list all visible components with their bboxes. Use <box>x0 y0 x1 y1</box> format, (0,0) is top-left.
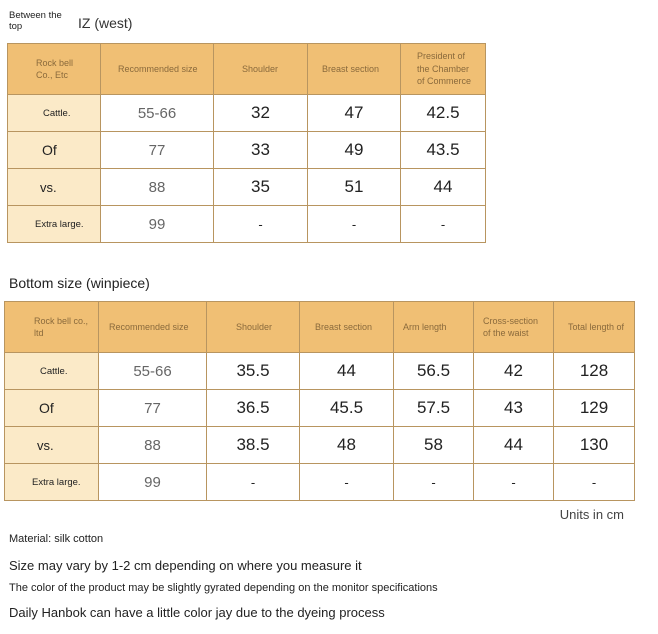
cell-breast: 48 <box>300 427 394 464</box>
cell-shoulder: 36.5 <box>207 390 300 427</box>
header-recommended-size: Recommended size <box>101 44 214 95</box>
table-header-row <box>5 302 635 353</box>
table-row <box>8 95 486 132</box>
top-size-table <box>7 43 486 243</box>
row-category: Extra large. <box>5 464 99 501</box>
cell-waist: - <box>474 464 554 501</box>
cell-recommended: 77 <box>99 390 207 427</box>
cell-total-length: 129 <box>554 390 635 427</box>
cell-recommended: 55-66 <box>99 353 207 390</box>
table-row <box>5 353 635 390</box>
cell-waist: 43 <box>474 390 554 427</box>
header-breast-section: Breast section <box>308 44 401 95</box>
cell-arm-length: 58 <box>394 427 474 464</box>
cell-chamber: 44 <box>401 169 486 206</box>
cell-breast: 47 <box>308 95 401 132</box>
row-category: Extra large. <box>8 206 101 243</box>
top-size-title: IZ (west) <box>78 15 133 31</box>
cell-breast: - <box>300 464 394 501</box>
header-shoulder: Shoulder <box>207 302 300 353</box>
cell-breast: 51 <box>308 169 401 206</box>
row-category: Of <box>8 132 101 169</box>
table-row <box>8 206 486 243</box>
table-row <box>5 464 635 501</box>
header-waist: Cross-section of the waist <box>474 302 554 353</box>
row-category: Of <box>5 390 99 427</box>
cell-chamber: 42.5 <box>401 95 486 132</box>
top-section-label: Between the top <box>9 10 62 32</box>
cell-recommended: 88 <box>99 427 207 464</box>
header-total-length: Total length of <box>554 302 635 353</box>
cell-breast: 45.5 <box>300 390 394 427</box>
header-category: Rock bell Co., Etc <box>8 44 101 95</box>
row-category: Cattle. <box>8 95 101 132</box>
cell-recommended: 77 <box>101 132 214 169</box>
header-breast-section: Breast section <box>300 302 394 353</box>
cell-recommended: 88 <box>101 169 214 206</box>
header-category: Rock bell co., ltd <box>5 302 99 353</box>
header-chamber: President of the Chamber of Commerce <box>401 44 486 95</box>
cell-waist: 42 <box>474 353 554 390</box>
note-monitor-color: The color of the product may be slightly gyrated depending on the monitor specifications <box>9 582 438 594</box>
cell-shoulder: - <box>214 206 308 243</box>
cell-arm-length: 56.5 <box>394 353 474 390</box>
cell-breast: 44 <box>300 353 394 390</box>
cell-chamber: 43.5 <box>401 132 486 169</box>
cell-total-length: 128 <box>554 353 635 390</box>
cell-shoulder: 33 <box>214 132 308 169</box>
units-note: Units in cm <box>559 507 624 522</box>
cell-breast: - <box>308 206 401 243</box>
table-row <box>5 390 635 427</box>
bottom-size-title: Bottom size (winpiece) <box>9 275 150 291</box>
table-row <box>8 132 486 169</box>
cell-shoulder: - <box>207 464 300 501</box>
cell-total-length: - <box>554 464 635 501</box>
header-shoulder: Shoulder <box>214 44 308 95</box>
cell-breast: 49 <box>308 132 401 169</box>
cell-recommended: 99 <box>99 464 207 501</box>
header-recommended-size: Recommended size <box>99 302 207 353</box>
table-header-row <box>8 44 486 95</box>
cell-recommended: 99 <box>101 206 214 243</box>
cell-recommended: 55-66 <box>101 95 214 132</box>
row-category: Cattle. <box>5 353 99 390</box>
cell-chamber: - <box>401 206 486 243</box>
cell-shoulder: 35.5 <box>207 353 300 390</box>
cell-arm-length: 57.5 <box>394 390 474 427</box>
header-arm-length: Arm length <box>394 302 474 353</box>
cell-total-length: 130 <box>554 427 635 464</box>
bottom-size-table <box>4 301 635 501</box>
note-dyeing: Daily Hanbok can have a little color jay due to the dyeing process <box>9 605 385 620</box>
note-material: Material: silk cotton <box>9 533 104 545</box>
table-row <box>5 427 635 464</box>
row-category: vs. <box>5 427 99 464</box>
row-category: vs. <box>8 169 101 206</box>
cell-waist: 44 <box>474 427 554 464</box>
cell-arm-length: - <box>394 464 474 501</box>
note-size-variance: Size may vary by 1-2 cm depending on where you measure it <box>9 558 362 573</box>
cell-shoulder: 38.5 <box>207 427 300 464</box>
cell-shoulder: 32 <box>214 95 308 132</box>
table-row <box>8 169 486 206</box>
cell-shoulder: 35 <box>214 169 308 206</box>
